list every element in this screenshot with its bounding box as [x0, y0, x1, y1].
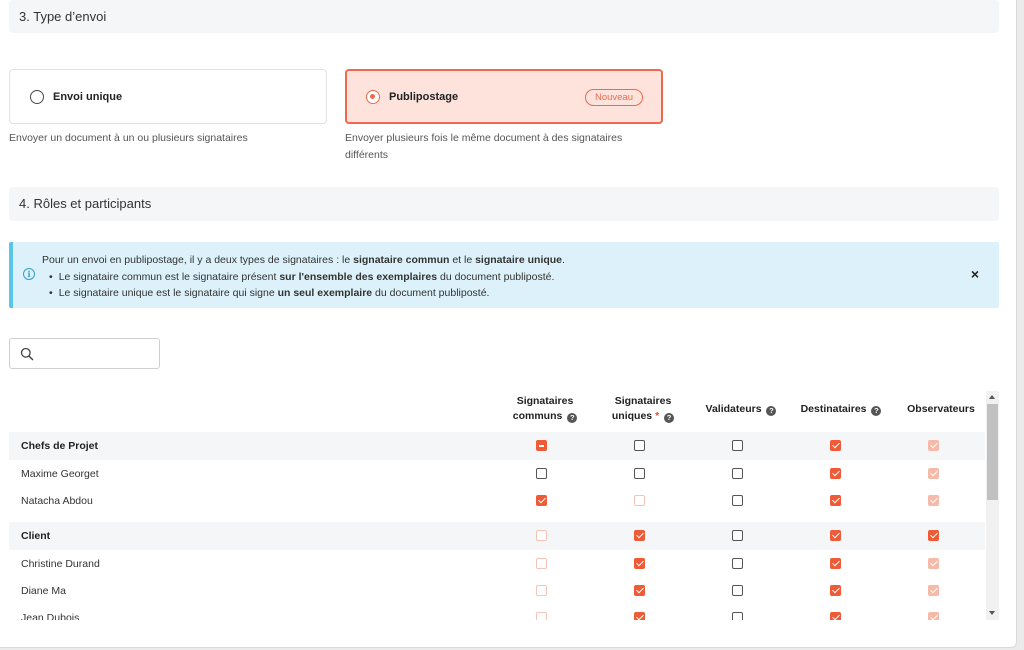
- checkbox-unique-signers[interactable]: [634, 440, 645, 451]
- checkbox-unique-signers[interactable]: [634, 585, 645, 596]
- checkbox-common-signers: [536, 585, 547, 596]
- info-icon: i: [23, 268, 35, 280]
- option-description-envoi-unique: Envoyer un document à un ou plusieurs signataires: [9, 132, 248, 144]
- alert-bullet2-bold: un seul exemplaire: [277, 287, 373, 299]
- checkbox-common-signers[interactable]: [536, 440, 547, 451]
- table-row: [9, 604, 985, 620]
- checkbox-unique-signers[interactable]: [634, 558, 645, 569]
- checkbox-observers: [928, 558, 939, 569]
- scroll-thumb[interactable]: [987, 404, 998, 500]
- alert-bullet2-end: du document publiposté.: [372, 287, 490, 299]
- section-title-send-type: 3. Type d’envoi: [9, 0, 999, 33]
- scroll-down-icon[interactable]: [989, 611, 995, 615]
- checkbox-recipients[interactable]: [830, 440, 841, 451]
- column-header-recipients-label: Destinataires: [800, 403, 867, 415]
- column-header-common-signers-line2: communs: [512, 410, 563, 422]
- checkbox-common-signers: [536, 558, 547, 569]
- checkbox-validators[interactable]: [732, 530, 743, 541]
- checkbox-unique-signers[interactable]: [634, 468, 645, 479]
- column-header-unique-signers-line2: uniques: [611, 410, 653, 422]
- checkbox-unique-signers[interactable]: [634, 612, 645, 620]
- alert-bullet1-end: du document publiposté.: [437, 270, 555, 283]
- table-row: [9, 577, 985, 605]
- participant-name: Natacha Abdou: [21, 495, 93, 507]
- alert-bullet1-text: Le signataire commun est le signataire présent: [58, 270, 280, 283]
- checkbox-recipients[interactable]: [830, 558, 841, 569]
- column-header-observers: [891, 402, 991, 417]
- checkbox-common-signers: [536, 612, 547, 620]
- new-badge: Nouveau: [585, 89, 643, 106]
- checkbox-observers[interactable]: [928, 530, 939, 541]
- checkbox-recipients[interactable]: [830, 495, 841, 506]
- alert-bullet1-bold: sur l'ensemble des exemplaires: [279, 270, 438, 283]
- checkbox-validators[interactable]: [732, 468, 743, 479]
- alert-intro-end: .: [562, 254, 565, 266]
- column-header-validators: [691, 402, 791, 417]
- column-header-recipients: [789, 402, 893, 417]
- alert-intro-text-2: et le: [449, 254, 476, 266]
- help-icon[interactable]: ?: [567, 413, 577, 423]
- scroll-up-icon[interactable]: [989, 395, 995, 399]
- checkbox-recipients[interactable]: [830, 612, 841, 620]
- checkbox-recipients[interactable]: [830, 530, 841, 541]
- option-description-publipostage: Envoyer plusieurs fois le même document à des signataires différents: [345, 132, 623, 161]
- checkbox-recipients[interactable]: [830, 468, 841, 479]
- column-header-validators-label: Validateurs: [705, 403, 762, 415]
- column-header-common-signers: [495, 394, 595, 424]
- checkbox-validators[interactable]: [732, 558, 743, 569]
- group-label: Client: [21, 530, 51, 542]
- help-icon[interactable]: ?: [871, 406, 881, 416]
- section-title-roles: 4. Rôles et participants: [9, 187, 999, 221]
- alert-intro-text: Pour un envoi en publipostage, il y a deux types de signataires : le: [42, 254, 354, 266]
- alert-intro-bold-unique: signataire unique: [475, 254, 563, 266]
- alert-bullet2-text: Le signataire unique est le signataire qui signe: [58, 287, 278, 299]
- checkbox-unique-signers[interactable]: [634, 530, 645, 541]
- checkbox-unique-signers: [634, 495, 645, 506]
- table-row: [9, 550, 985, 578]
- checkbox-validators[interactable]: [732, 495, 743, 506]
- help-icon[interactable]: ?: [766, 406, 776, 416]
- participant-name: Diane Ma: [21, 585, 66, 597]
- column-header-unique-signers-line1: Signataires: [614, 395, 672, 407]
- checkbox-recipients[interactable]: [830, 585, 841, 596]
- checkbox-observers: [928, 585, 939, 596]
- checkbox-common-signers[interactable]: [536, 495, 547, 506]
- checkbox-validators[interactable]: [732, 585, 743, 596]
- participant-name: Christine Durand: [21, 558, 100, 570]
- alert-intro-bold-common: signataire commun: [353, 254, 450, 266]
- checkbox-common-signers: [536, 530, 547, 541]
- close-icon[interactable]: ×: [970, 266, 979, 282]
- group-row: [9, 432, 985, 460]
- checkbox-observers: [928, 495, 939, 506]
- participant-name: Jean Dubois: [21, 612, 80, 620]
- column-header-common-signers-line1: Signataires: [516, 395, 574, 407]
- table-row: [9, 460, 985, 488]
- checkbox-observers: [928, 440, 939, 451]
- checkbox-observers: [928, 612, 939, 620]
- option-label-envoi-unique: Envoi unique: [53, 90, 123, 103]
- column-header-observers-label: Observateurs: [907, 403, 975, 415]
- option-label-publipostage: Publipostage: [389, 90, 459, 103]
- required-asterisk: *: [655, 410, 660, 422]
- participant-name: Maxime Georget: [21, 468, 99, 480]
- help-icon[interactable]: ?: [664, 413, 674, 423]
- group-label: Chefs de Projet: [21, 440, 99, 452]
- column-header-unique-signers: [593, 394, 693, 424]
- checkbox-validators[interactable]: [732, 612, 743, 620]
- checkbox-common-signers[interactable]: [536, 468, 547, 479]
- checkbox-validators[interactable]: [732, 440, 743, 451]
- table-row: [9, 487, 985, 515]
- checkbox-observers: [928, 468, 939, 479]
- scrollbar[interactable]: [986, 391, 999, 620]
- group-row: [9, 522, 985, 550]
